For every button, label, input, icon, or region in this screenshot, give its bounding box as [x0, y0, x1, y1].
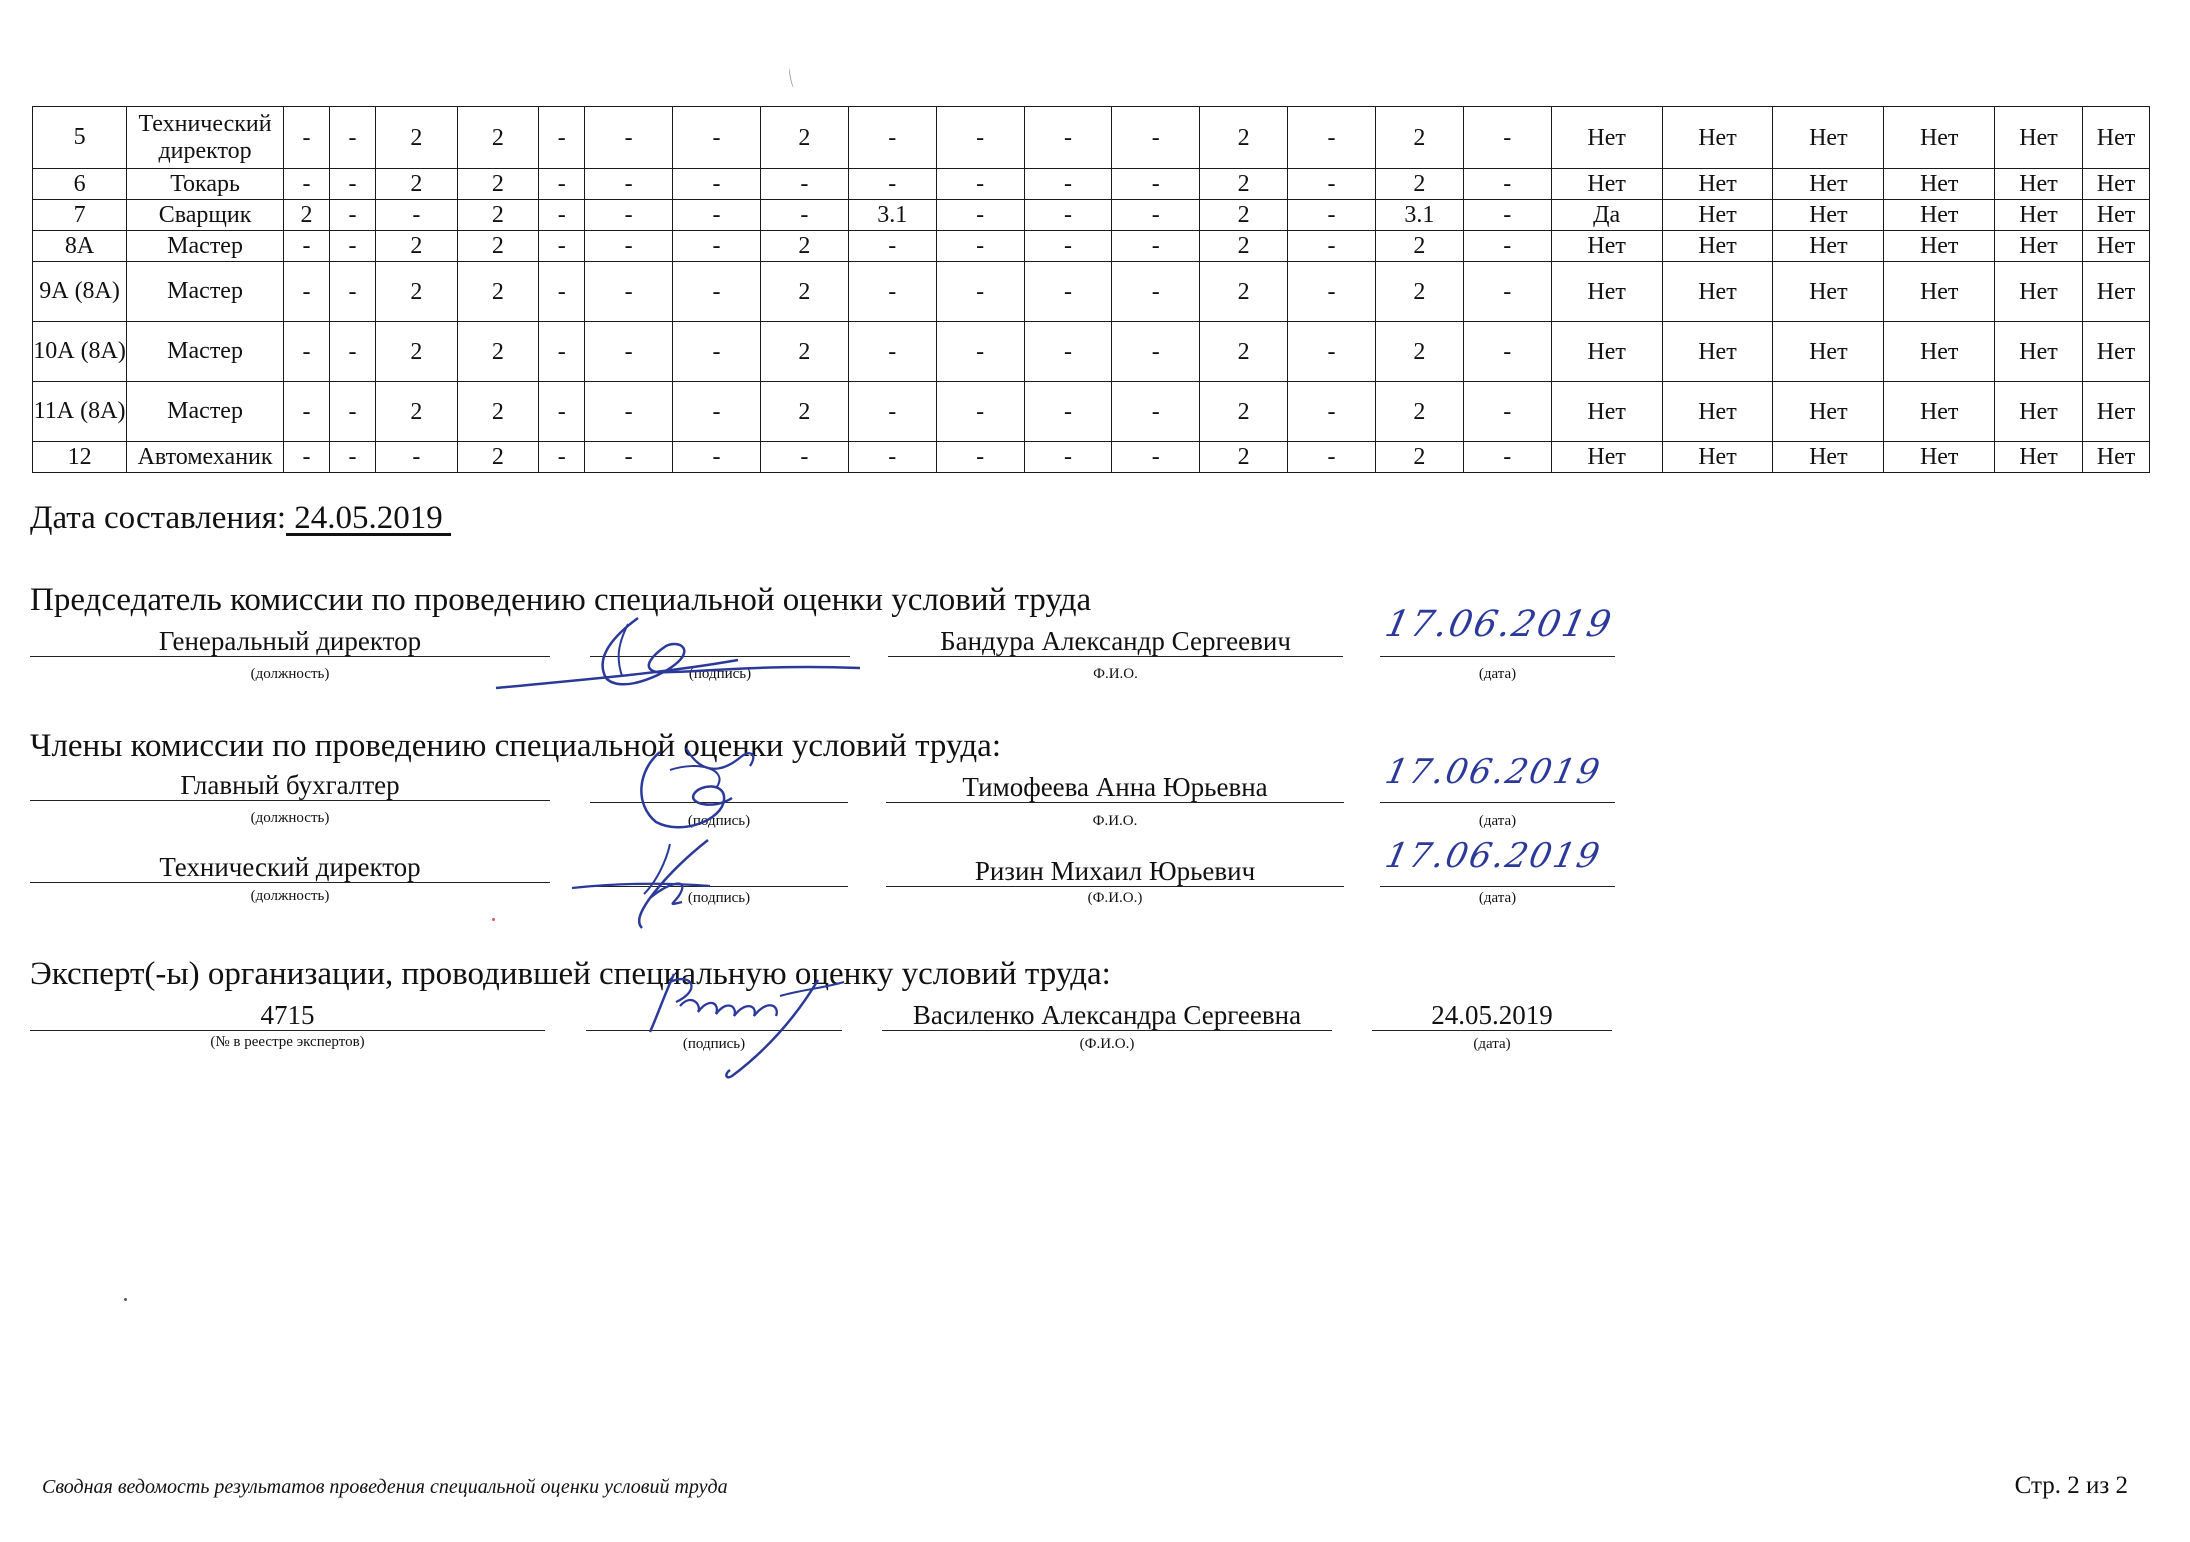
- compiled-date: 24.05.2019: [286, 500, 452, 536]
- value-cell: -: [1463, 200, 1551, 231]
- value-cell: Нет: [1773, 382, 1884, 442]
- value-cell: -: [1288, 262, 1376, 322]
- caption-fio: Ф.И.О.: [1093, 666, 1138, 682]
- row-number-cell: 12: [33, 442, 127, 473]
- value-cell: 2: [1200, 262, 1288, 322]
- value-cell: -: [376, 442, 458, 473]
- value-cell: -: [539, 107, 585, 169]
- value-cell: -: [848, 322, 936, 382]
- member2-name: Ризин Михаил Юрьевич: [974, 856, 1256, 886]
- value-cell: -: [1288, 322, 1376, 382]
- value-cell: Нет: [1884, 442, 1995, 473]
- value-cell: -: [585, 231, 673, 262]
- value-cell: 2: [457, 107, 539, 169]
- value-cell: -: [1463, 107, 1551, 169]
- value-cell: Да: [1551, 200, 1662, 231]
- value-cell: 2: [376, 262, 458, 322]
- value-cell: 2: [1200, 169, 1288, 200]
- value-cell: -: [760, 169, 848, 200]
- value-cell: Нет: [1551, 231, 1662, 262]
- value-cell: 2: [1200, 200, 1288, 231]
- value-cell: Нет: [1995, 231, 2083, 262]
- value-cell: Нет: [1995, 382, 2083, 442]
- table-row: [33, 231, 2150, 262]
- value-cell: 2: [1375, 442, 1463, 473]
- value-cell: -: [936, 262, 1024, 322]
- value-cell: 3.1: [848, 200, 936, 231]
- stray-dot: [492, 918, 495, 921]
- value-cell: -: [1463, 382, 1551, 442]
- value-cell: Нет: [1884, 107, 1995, 169]
- value-cell: 2: [1200, 107, 1288, 169]
- value-cell: -: [376, 200, 458, 231]
- expert-name-cell: [882, 1000, 1332, 1031]
- value-cell: -: [585, 322, 673, 382]
- caption-signature: (подпись): [688, 666, 752, 682]
- job-title-cell: Автомеханик: [127, 442, 284, 473]
- value-cell: Нет: [1995, 200, 2083, 231]
- table-row: [33, 169, 2150, 200]
- value-cell: -: [284, 382, 330, 442]
- value-cell: 2: [1375, 169, 1463, 200]
- value-cell: -: [1288, 107, 1376, 169]
- value-cell: Нет: [1995, 262, 2083, 322]
- row-number-cell: 11А (8А): [33, 382, 127, 442]
- value-cell: -: [673, 262, 761, 322]
- value-cell: Нет: [1995, 169, 2083, 200]
- value-cell: -: [760, 442, 848, 473]
- expert-date: 24.05.2019: [1431, 1000, 1553, 1030]
- value-cell: Нет: [2082, 169, 2149, 200]
- value-cell: 2: [1200, 442, 1288, 473]
- value-cell: -: [539, 442, 585, 473]
- caption-position: (должность): [250, 888, 330, 904]
- value-cell: Нет: [1995, 107, 2083, 169]
- member2-position: Технический директор: [159, 852, 421, 882]
- value-cell: -: [330, 382, 376, 442]
- expert-registry-cell: [30, 1000, 545, 1031]
- value-cell: 2: [1200, 322, 1288, 382]
- value-cell: -: [1024, 107, 1112, 169]
- value-cell: Нет: [2082, 322, 2149, 382]
- value-cell: -: [585, 262, 673, 322]
- value-cell: 2: [1375, 322, 1463, 382]
- value-cell: -: [585, 200, 673, 231]
- value-cell: -: [1288, 442, 1376, 473]
- chairman-date-cell: [1380, 604, 1617, 657]
- expert-registry: 4715: [260, 1000, 315, 1030]
- value-cell: -: [673, 382, 761, 442]
- value-cell: Нет: [1773, 442, 1884, 473]
- member2-date-cell: [1380, 836, 1615, 887]
- value-cell: Нет: [1773, 322, 1884, 382]
- value-cell: Нет: [1551, 322, 1662, 382]
- value-cell: -: [1024, 231, 1112, 262]
- compiled-label: Дата составления:: [30, 500, 287, 536]
- value-cell: Нет: [1551, 262, 1662, 322]
- value-cell: Нет: [1773, 200, 1884, 231]
- value-cell: -: [673, 231, 761, 262]
- experts-heading: Эксперт(-ы) организации, проводившей специальную оценку условий труда:: [30, 956, 1111, 992]
- value-cell: -: [539, 231, 585, 262]
- value-cell: -: [1112, 107, 1200, 169]
- value-cell: -: [330, 231, 376, 262]
- expert-name: Василенко Александра Сергеевна: [912, 1000, 1302, 1030]
- value-cell: -: [585, 442, 673, 473]
- compiled-date-line: [30, 500, 451, 537]
- members-heading: Члены комиссии по проведению специальной оценки условий труда:: [30, 728, 1002, 764]
- job-title-cell: Токарь: [127, 169, 284, 200]
- table-row: [33, 200, 2150, 231]
- row-number-cell: 6: [33, 169, 127, 200]
- value-cell: -: [539, 262, 585, 322]
- chairman-heading: Председатель комиссии по проведению специальной оценки условий труда: [30, 582, 1092, 618]
- member2-position-cell: [30, 852, 550, 883]
- value-cell: 2: [284, 200, 330, 231]
- value-cell: 2: [1375, 231, 1463, 262]
- value-cell: Нет: [1662, 231, 1773, 262]
- value-cell: Нет: [2082, 262, 2149, 322]
- value-cell: -: [1024, 322, 1112, 382]
- value-cell: 2: [760, 262, 848, 322]
- chairman-position-cell: [30, 626, 550, 657]
- value-cell: Нет: [1884, 262, 1995, 322]
- caption-position: (должность): [250, 666, 330, 682]
- value-cell: -: [673, 442, 761, 473]
- value-cell: Нет: [1662, 382, 1773, 442]
- caption-fio: Ф.И.О.: [1092, 813, 1138, 829]
- value-cell: -: [330, 169, 376, 200]
- member1-name: Тимофеева Анна Юрьевна: [962, 772, 1268, 802]
- table-row: [33, 442, 2150, 473]
- value-cell: -: [936, 382, 1024, 442]
- value-cell: -: [936, 200, 1024, 231]
- value-cell: 2: [457, 322, 539, 382]
- value-cell: -: [284, 107, 330, 169]
- value-cell: -: [1024, 169, 1112, 200]
- caption-signature: (подпись): [682, 1036, 746, 1052]
- value-cell: -: [284, 442, 330, 473]
- value-cell: -: [284, 231, 330, 262]
- chairman-date: 17.06.2019: [1381, 604, 1617, 645]
- member1-signature: [630, 740, 770, 835]
- value-cell: Нет: [1773, 231, 1884, 262]
- value-cell: -: [673, 107, 761, 169]
- value-cell: -: [1112, 169, 1200, 200]
- row-number-cell: 7: [33, 200, 127, 231]
- value-cell: Нет: [1884, 322, 1995, 382]
- value-cell: -: [848, 262, 936, 322]
- value-cell: -: [1463, 322, 1551, 382]
- chairman-signature: [488, 610, 868, 695]
- value-cell: -: [936, 442, 1024, 473]
- value-cell: -: [1463, 169, 1551, 200]
- caption-fio-paren: (Ф.И.О.): [1087, 890, 1143, 906]
- caption-date: (дата): [1478, 666, 1517, 682]
- value-cell: Нет: [1884, 231, 1995, 262]
- chairman-position: Генеральный директор: [158, 626, 422, 656]
- value-cell: -: [848, 107, 936, 169]
- value-cell: -: [330, 107, 376, 169]
- value-cell: 2: [457, 231, 539, 262]
- value-cell: 2: [457, 262, 539, 322]
- value-cell: -: [539, 169, 585, 200]
- chairman-name-cell: [888, 626, 1343, 657]
- value-cell: -: [1288, 382, 1376, 442]
- member1-position-cell: [30, 770, 550, 801]
- results-table: [32, 106, 2150, 473]
- job-title-cell: Мастер: [127, 231, 284, 262]
- value-cell: -: [585, 382, 673, 442]
- member1-position: Главный бухгалтер: [180, 770, 400, 800]
- value-cell: -: [539, 200, 585, 231]
- value-cell: -: [1024, 442, 1112, 473]
- value-cell: -: [1024, 200, 1112, 231]
- caption-date: (дата): [1478, 813, 1517, 829]
- value-cell: -: [848, 169, 936, 200]
- value-cell: 2: [1375, 107, 1463, 169]
- value-cell: Нет: [1773, 262, 1884, 322]
- value-cell: -: [284, 169, 330, 200]
- value-cell: Нет: [1662, 442, 1773, 473]
- caption-date: (дата): [1473, 1036, 1511, 1052]
- caption-position: (должность): [250, 810, 330, 826]
- job-title-cell: Технический директор: [127, 107, 284, 169]
- caption-registry: (№ в реестре экспертов): [210, 1034, 365, 1050]
- member2-name-cell: [886, 856, 1344, 887]
- value-cell: -: [330, 200, 376, 231]
- value-cell: Нет: [1773, 107, 1884, 169]
- job-title-cell: Сварщик: [127, 200, 284, 231]
- value-cell: -: [673, 200, 761, 231]
- table-row: [33, 107, 2150, 169]
- value-cell: Нет: [1662, 322, 1773, 382]
- value-cell: -: [1024, 382, 1112, 442]
- value-cell: -: [673, 322, 761, 382]
- value-cell: -: [330, 262, 376, 322]
- member2-signature: [570, 832, 750, 932]
- value-cell: 2: [1375, 262, 1463, 322]
- value-cell: Нет: [1995, 442, 2083, 473]
- table-row: [33, 322, 2150, 382]
- value-cell: -: [284, 322, 330, 382]
- value-cell: -: [1112, 262, 1200, 322]
- value-cell: Нет: [1551, 169, 1662, 200]
- value-cell: -: [1112, 442, 1200, 473]
- chairman-name: Бандура Александр Сергеевич: [940, 626, 1291, 656]
- value-cell: Нет: [1995, 322, 2083, 382]
- value-cell: Нет: [2082, 200, 2149, 231]
- value-cell: Нет: [1551, 442, 1662, 473]
- member1-date: 17.06.2019: [1381, 752, 1605, 792]
- value-cell: -: [585, 169, 673, 200]
- value-cell: Нет: [2082, 107, 2149, 169]
- row-number-cell: 8А: [33, 231, 127, 262]
- expert-date-cell: [1372, 1000, 1612, 1031]
- value-cell: -: [1463, 262, 1551, 322]
- value-cell: Нет: [1662, 262, 1773, 322]
- table-row: [33, 382, 2150, 442]
- value-cell: 3.1: [1375, 200, 1463, 231]
- job-title-cell: Мастер: [127, 382, 284, 442]
- job-title-cell: Мастер: [127, 322, 284, 382]
- page-number: Стр. 2 из 2: [2014, 1472, 2128, 1499]
- value-cell: 2: [1200, 382, 1288, 442]
- value-cell: -: [284, 262, 330, 322]
- expert-signature: [640, 966, 860, 1082]
- caption-fio-paren: (Ф.И.О.): [1079, 1036, 1135, 1052]
- member2-date: 17.06.2019: [1381, 836, 1605, 876]
- value-cell: Нет: [2082, 231, 2149, 262]
- value-cell: 2: [457, 382, 539, 442]
- value-cell: Нет: [1884, 169, 1995, 200]
- value-cell: 2: [376, 169, 458, 200]
- value-cell: -: [1288, 200, 1376, 231]
- value-cell: Нет: [1551, 382, 1662, 442]
- value-cell: Нет: [1662, 169, 1773, 200]
- value-cell: Нет: [1884, 382, 1995, 442]
- value-cell: -: [936, 231, 1024, 262]
- member1-date-cell: [1380, 752, 1615, 803]
- value-cell: Нет: [2082, 382, 2149, 442]
- value-cell: Нет: [1551, 107, 1662, 169]
- value-cell: 2: [760, 382, 848, 442]
- value-cell: -: [1112, 200, 1200, 231]
- value-cell: Нет: [2082, 442, 2149, 473]
- value-cell: -: [848, 382, 936, 442]
- caption-signature: (подпись): [687, 890, 751, 906]
- value-cell: 2: [1375, 382, 1463, 442]
- value-cell: -: [1112, 382, 1200, 442]
- value-cell: Нет: [1773, 169, 1884, 200]
- value-cell: -: [585, 107, 673, 169]
- value-cell: -: [760, 200, 848, 231]
- job-title-cell: Мастер: [127, 262, 284, 322]
- value-cell: -: [330, 442, 376, 473]
- value-cell: -: [1112, 322, 1200, 382]
- value-cell: 2: [457, 169, 539, 200]
- value-cell: -: [330, 322, 376, 382]
- value-cell: 2: [760, 322, 848, 382]
- row-number-cell: 9А (8А): [33, 262, 127, 322]
- value-cell: 2: [457, 442, 539, 473]
- footer-title: Сводная ведомость результатов проведения специальной оценки условий труда: [42, 1476, 728, 1498]
- caption-date: (дата): [1478, 890, 1517, 906]
- value-cell: Нет: [1662, 107, 1773, 169]
- value-cell: -: [936, 322, 1024, 382]
- value-cell: -: [673, 169, 761, 200]
- value-cell: Нет: [1662, 200, 1773, 231]
- value-cell: -: [936, 107, 1024, 169]
- value-cell: 2: [376, 231, 458, 262]
- value-cell: -: [1463, 442, 1551, 473]
- value-cell: -: [848, 231, 936, 262]
- value-cell: 2: [376, 322, 458, 382]
- table-row: [33, 262, 2150, 322]
- value-cell: -: [1112, 231, 1200, 262]
- value-cell: 2: [1200, 231, 1288, 262]
- row-number-cell: 10А (8А): [33, 322, 127, 382]
- value-cell: Нет: [1884, 200, 1995, 231]
- value-cell: 2: [457, 200, 539, 231]
- value-cell: 2: [760, 107, 848, 169]
- value-cell: -: [848, 442, 936, 473]
- value-cell: -: [1288, 231, 1376, 262]
- value-cell: -: [1288, 169, 1376, 200]
- row-number-cell: 5: [33, 107, 127, 169]
- value-cell: -: [539, 322, 585, 382]
- value-cell: -: [1024, 262, 1112, 322]
- value-cell: 2: [376, 107, 458, 169]
- member1-name-cell: [886, 772, 1344, 803]
- caption-signature: (подпись): [687, 813, 751, 829]
- scan-mark: [788, 68, 795, 88]
- value-cell: -: [936, 169, 1024, 200]
- stray-dot: [124, 1298, 127, 1301]
- value-cell: 2: [376, 382, 458, 442]
- value-cell: -: [539, 382, 585, 442]
- value-cell: -: [1463, 231, 1551, 262]
- value-cell: 2: [760, 231, 848, 262]
